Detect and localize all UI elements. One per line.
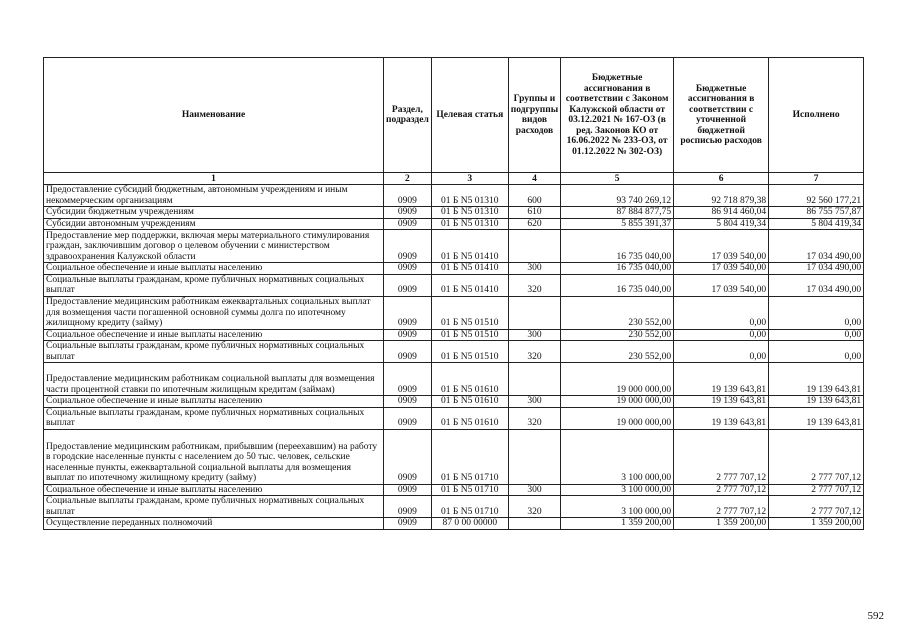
row-refined-budget: 0,00 — [674, 296, 769, 329]
row-section: 0909 — [384, 518, 432, 530]
row-article: 01 Б N5 01410 — [431, 274, 508, 296]
row-section: 0909 — [384, 363, 432, 396]
row-law-budget: 1 359 200,00 — [561, 518, 674, 530]
row-article: 01 Б N5 01610 — [431, 396, 508, 408]
table-row — [44, 263, 864, 275]
header-name: Наименование — [44, 58, 384, 173]
row-section: 0909 — [384, 407, 432, 429]
row-refined-budget: 17 039 540,00 — [674, 230, 769, 263]
row-article: 01 Б N5 01510 — [431, 296, 508, 329]
row-executed: 2 777 707,12 — [769, 429, 864, 484]
row-law-budget: 230 552,00 — [561, 341, 674, 363]
table-row — [44, 363, 864, 396]
row-group: 300 — [508, 329, 560, 341]
header-row — [44, 58, 864, 173]
row-name: Предоставление медицинским работникам ежеквартальных социальных выплат для возмещения части погашенной основной суммы долга по ипотечному жилищному кредиту (займу) — [44, 296, 384, 329]
row-executed: 1 359 200,00 — [769, 518, 864, 530]
row-executed: 86 755 757,87 — [769, 207, 864, 219]
row-executed: 19 139 643,81 — [769, 407, 864, 429]
row-name: Субсидии бюджетным учреждениям — [44, 207, 384, 219]
header-law-budget: Бюджетные ассигнования в соответствии с Законом Калужской области от 03.12.2021 № 167-ОЗ (в ред. Законов КО от 16.06.2022 № 233-ОЗ, от 01.12.2022 № 302-ОЗ) — [561, 58, 674, 173]
row-group: 320 — [508, 274, 560, 296]
row-refined-budget: 5 804 419,34 — [674, 218, 769, 230]
table-row — [44, 230, 864, 263]
row-name: Социальное обеспечение и иные выплаты населению — [44, 329, 384, 341]
row-refined-budget: 17 039 540,00 — [674, 274, 769, 296]
row-refined-budget: 0,00 — [674, 341, 769, 363]
row-name: Социальные выплаты гражданам, кроме публичных нормативных социальных выплат — [44, 341, 384, 363]
table-row — [44, 484, 864, 496]
table-row — [44, 329, 864, 341]
row-group: 300 — [508, 484, 560, 496]
row-article: 01 Б N5 01410 — [431, 263, 508, 275]
row-group: 620 — [508, 218, 560, 230]
table-row — [44, 341, 864, 363]
row-name: Социальные выплаты гражданам, кроме публичных нормативных социальных выплат — [44, 496, 384, 518]
column-number-row — [44, 173, 864, 185]
row-group: 320 — [508, 407, 560, 429]
table-row — [44, 296, 864, 329]
row-name: Социальные выплаты гражданам, кроме публичных нормативных социальных выплат — [44, 274, 384, 296]
column-number: 1 — [44, 173, 384, 185]
table-row — [44, 396, 864, 408]
row-executed: 0,00 — [769, 296, 864, 329]
table-row — [44, 207, 864, 219]
row-section: 0909 — [384, 218, 432, 230]
row-article: 01 Б N5 01510 — [431, 329, 508, 341]
row-group: 610 — [508, 207, 560, 219]
row-section: 0909 — [384, 484, 432, 496]
row-law-budget: 3 100 000,00 — [561, 484, 674, 496]
row-article: 01 Б N5 01710 — [431, 429, 508, 484]
row-executed: 0,00 — [769, 341, 864, 363]
row-group: 320 — [508, 341, 560, 363]
row-article: 01 Б N5 01410 — [431, 230, 508, 263]
row-section: 0909 — [384, 263, 432, 275]
table-row — [44, 185, 864, 207]
row-name: Осуществление переданных полномочий — [44, 518, 384, 530]
row-group: 600 — [508, 185, 560, 207]
column-number: 2 — [384, 173, 432, 185]
row-refined-budget: 92 718 879,38 — [674, 185, 769, 207]
table-row — [44, 407, 864, 429]
row-executed: 0,00 — [769, 329, 864, 341]
row-refined-budget: 19 139 643,81 — [674, 363, 769, 396]
row-section: 0909 — [384, 341, 432, 363]
row-executed: 2 777 707,12 — [769, 496, 864, 518]
row-name: Предоставление субсидий бюджетным, автономным учреждениям и иным некоммерческим организациям — [44, 185, 384, 207]
row-executed: 17 034 490,00 — [769, 263, 864, 275]
row-article: 01 Б N5 01610 — [431, 407, 508, 429]
row-law-budget: 93 740 269,12 — [561, 185, 674, 207]
row-refined-budget: 19 139 643,81 — [674, 396, 769, 408]
column-number: 5 — [561, 173, 674, 185]
row-article: 01 Б N5 01310 — [431, 207, 508, 219]
row-refined-budget: 1 359 200,00 — [674, 518, 769, 530]
row-refined-budget: 19 139 643,81 — [674, 407, 769, 429]
table-row — [44, 429, 864, 484]
row-group: 320 — [508, 496, 560, 518]
row-law-budget: 16 735 040,00 — [561, 230, 674, 263]
header-section: Раздел, подраздел — [384, 58, 432, 173]
header-executed: Исполнено — [769, 58, 864, 173]
header-groups: Группы и подгруппы видов расходов — [508, 58, 560, 173]
row-law-budget: 3 100 000,00 — [561, 429, 674, 484]
row-group — [508, 296, 560, 329]
row-group: 300 — [508, 263, 560, 275]
row-article: 01 Б N5 01610 — [431, 363, 508, 396]
header-refined-budget: Бюджетные ассигнования в соответствии с уточненной бюджетной росписью расходов — [674, 58, 769, 173]
table-row — [44, 274, 864, 296]
row-group — [508, 230, 560, 263]
row-refined-budget: 2 777 707,12 — [674, 484, 769, 496]
row-executed: 92 560 177,21 — [769, 185, 864, 207]
table-body — [44, 185, 864, 530]
row-article: 01 Б N5 01710 — [431, 496, 508, 518]
row-refined-budget: 17 039 540,00 — [674, 263, 769, 275]
column-number: 4 — [508, 173, 560, 185]
row-law-budget: 19 000 000,00 — [561, 396, 674, 408]
page-number: 592 — [867, 610, 884, 622]
row-name: Социальное обеспечение и иные выплаты населению — [44, 396, 384, 408]
row-law-budget: 16 735 040,00 — [561, 274, 674, 296]
row-law-budget: 5 855 391,37 — [561, 218, 674, 230]
row-executed: 17 034 490,00 — [769, 230, 864, 263]
row-section: 0909 — [384, 185, 432, 207]
row-executed: 19 139 643,81 — [769, 396, 864, 408]
row-refined-budget: 86 914 460,04 — [674, 207, 769, 219]
column-number: 7 — [769, 173, 864, 185]
row-article: 01 Б N5 01310 — [431, 218, 508, 230]
row-law-budget: 230 552,00 — [561, 329, 674, 341]
row-name: Предоставление медицинским работникам, прибывшим (переехавшим) на работу в городские населенные пункты с населением до 50 тыс. человек, сельские населенные пункты, ежеквартальной социальной выплаты для возмещения выплат по ипотечному жилищному кредиту (займу) — [44, 429, 384, 484]
row-executed: 17 034 490,00 — [769, 274, 864, 296]
row-name: Социальные выплаты гражданам, кроме публичных нормативных социальных выплат — [44, 407, 384, 429]
column-number: 6 — [674, 173, 769, 185]
row-executed: 5 804 419,34 — [769, 218, 864, 230]
row-section: 0909 — [384, 207, 432, 219]
row-refined-budget: 2 777 707,12 — [674, 429, 769, 484]
row-refined-budget: 0,00 — [674, 329, 769, 341]
row-law-budget: 16 735 040,00 — [561, 263, 674, 275]
row-law-budget: 19 000 000,00 — [561, 407, 674, 429]
row-law-budget: 3 100 000,00 — [561, 496, 674, 518]
budget-table — [43, 57, 864, 530]
table-row — [44, 218, 864, 230]
row-section: 0909 — [384, 274, 432, 296]
row-section: 0909 — [384, 496, 432, 518]
row-name: Субсидии автономным учреждениям — [44, 218, 384, 230]
row-article: 87 0 00 00000 — [431, 518, 508, 530]
row-group — [508, 518, 560, 530]
row-refined-budget: 2 777 707,12 — [674, 496, 769, 518]
row-article: 01 Б N5 01510 — [431, 341, 508, 363]
row-group — [508, 363, 560, 396]
row-law-budget: 19 000 000,00 — [561, 363, 674, 396]
row-section: 0909 — [384, 230, 432, 263]
row-law-budget: 87 884 877,75 — [561, 207, 674, 219]
column-number: 3 — [431, 173, 508, 185]
row-group — [508, 429, 560, 484]
row-name: Социальное обеспечение и иные выплаты населению — [44, 263, 384, 275]
row-section: 0909 — [384, 429, 432, 484]
table-row — [44, 518, 864, 530]
row-executed: 2 777 707,12 — [769, 484, 864, 496]
row-article: 01 Б N5 01710 — [431, 484, 508, 496]
row-section: 0909 — [384, 296, 432, 329]
row-section: 0909 — [384, 396, 432, 408]
row-group: 300 — [508, 396, 560, 408]
row-section: 0909 — [384, 329, 432, 341]
row-law-budget: 230 552,00 — [561, 296, 674, 329]
row-name: Социальное обеспечение и иные выплаты населению — [44, 484, 384, 496]
header-article: Целевая статья — [431, 58, 508, 173]
row-executed: 19 139 643,81 — [769, 363, 864, 396]
table-row — [44, 496, 864, 518]
row-article: 01 Б N5 01310 — [431, 185, 508, 207]
row-name: Предоставление мер поддержки, включая меры материального стимулирования граждан, заключившим договор о целевом обучении с министерством здравоохранения Калужской области — [44, 230, 384, 263]
row-name: Предоставление медицинским работникам социальной выплаты для возмещения части процентной ставки по ипотечным жилищным кредитам (займам) — [44, 363, 384, 396]
